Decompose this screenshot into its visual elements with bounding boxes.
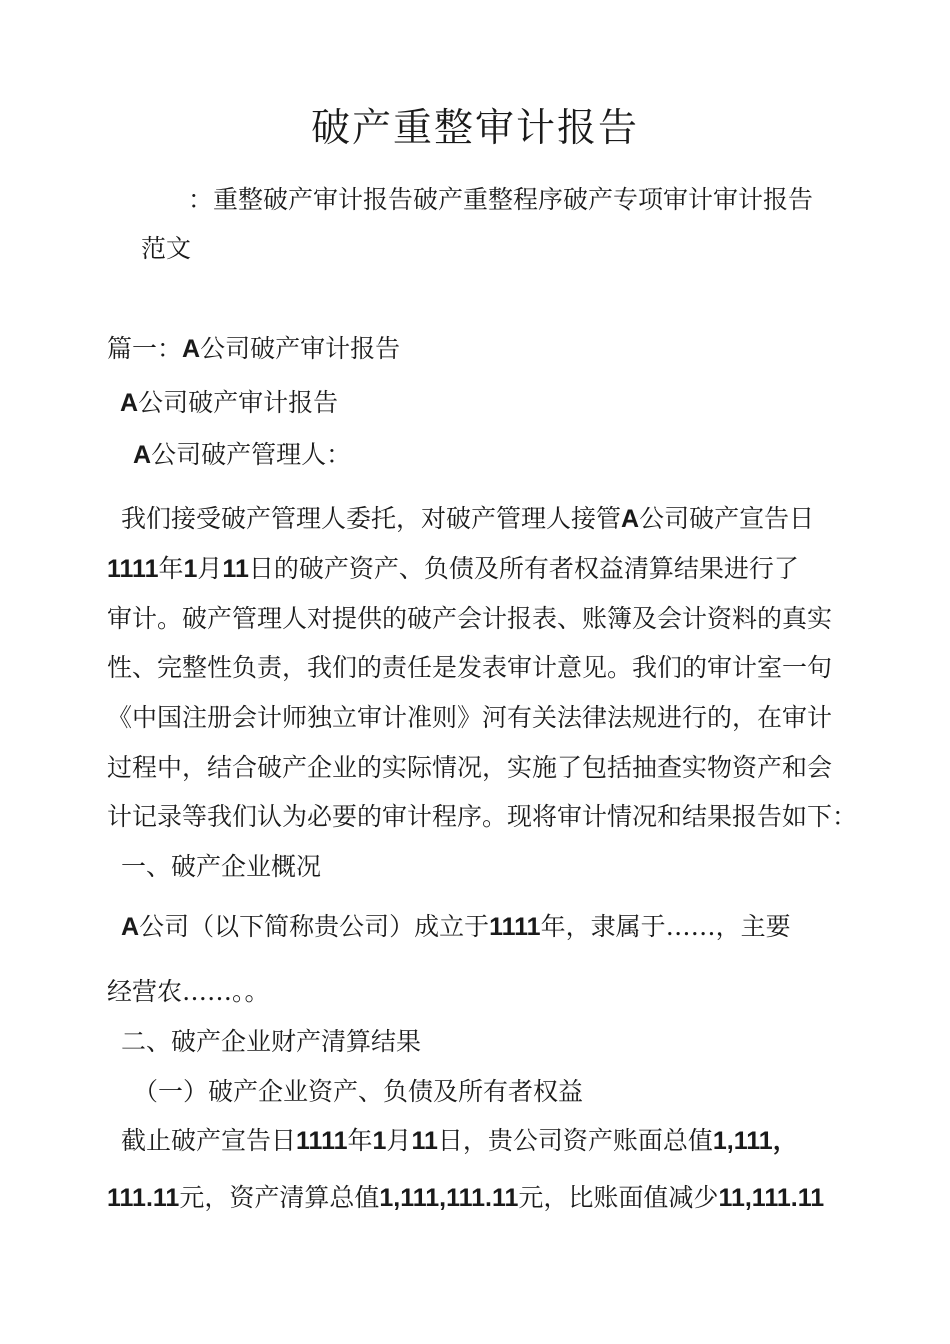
day-value: 11 <box>411 1127 438 1155</box>
document-title: 破产重整审计报告 <box>310 106 639 151</box>
section-prefix: 篇一： <box>107 334 183 363</box>
amount-value: 1,111， <box>712 1127 798 1155</box>
text-run: 日，贵公司资产账面总值 <box>437 1126 713 1155</box>
text-run: 月 <box>386 1126 412 1155</box>
amount-value: 11,111.11 <box>718 1184 825 1212</box>
keywords-line-cont: 范文 <box>141 234 192 263</box>
month-value: 1 <box>372 1127 387 1155</box>
para1-line7: 计记录等我们认为必要的审计程序。现将审计情况和结果报告如下： <box>107 802 858 831</box>
para2-line2: 经营农……。。 <box>107 977 270 1006</box>
section-heading-text: 公司破产审计报告 <box>200 334 401 363</box>
keywords-line: ：重整破产审计报告破产重整程序破产专项审计审计报告 <box>188 185 814 214</box>
text-run: 年，隶属于……，主要 <box>540 912 791 941</box>
section-heading <box>107 332 400 366</box>
company-letter: A <box>133 441 152 469</box>
text-run: 日的破产资产、负债及所有者权益清算结果进行了 <box>248 554 799 583</box>
year-value: 1111 <box>489 913 541 941</box>
day-value: 11 <box>222 555 249 583</box>
para1-line3: 审计。破产管理人对提供的破产会计报表、账簿及会计资料的真实 <box>107 604 833 633</box>
month-value: 1 <box>183 555 198 583</box>
amount-value: 1,111,111.11 <box>379 1184 519 1212</box>
company-letter: A <box>182 335 201 363</box>
company-letter: A <box>121 913 140 941</box>
para1-line1 <box>121 502 814 536</box>
company-letter: A <box>120 389 139 417</box>
text-run: 截止破产宣告日 <box>121 1126 297 1155</box>
text-run: 月 <box>197 554 223 583</box>
para1-line2 <box>107 552 799 586</box>
section1-heading: 一、破产企业概况 <box>121 852 322 881</box>
company-letter: A <box>621 505 640 533</box>
report-title <box>120 386 338 420</box>
para1-line6: 过程中，结合破产企业的实际情况，实施了包括抽查实物资产和会 <box>107 753 833 782</box>
subsection1-heading: （一）破产企业资产、负债及所有者权益 <box>133 1077 584 1106</box>
text-run: 年 <box>347 1126 373 1155</box>
addressee <box>133 438 351 472</box>
text-run: 我们接受破产管理人委托，对破产管理人接管 <box>121 504 622 533</box>
addressee-text: 公司破产管理人： <box>151 440 352 469</box>
text-run: 元，资产清算总值 <box>179 1183 380 1212</box>
text-run: 公司（以下简称贵公司）成立于 <box>139 912 490 941</box>
section2-heading: 二、破产企业财产清算结果 <box>121 1027 422 1056</box>
para3-line2 <box>107 1181 824 1215</box>
text-run: 年 <box>158 554 184 583</box>
para1-line5: 《中国注册会计师独立审计准则》河有关法律法规进行的，在审计 <box>107 703 833 732</box>
amount-value: 111.11 <box>107 1184 180 1212</box>
para2-line1 <box>121 910 791 944</box>
text-run: 公司破产宣告日 <box>639 504 815 533</box>
year-value: 1111 <box>107 555 159 583</box>
para1-line4: 性、完整性负责，我们的责任是发表审计意见。我们的审计室一句 <box>107 653 833 682</box>
year-value: 1111 <box>296 1127 348 1155</box>
report-title-text: 公司破产审计报告 <box>138 388 339 417</box>
para3-line1 <box>121 1124 798 1158</box>
text-run: 元，比账面值减少 <box>518 1183 719 1212</box>
